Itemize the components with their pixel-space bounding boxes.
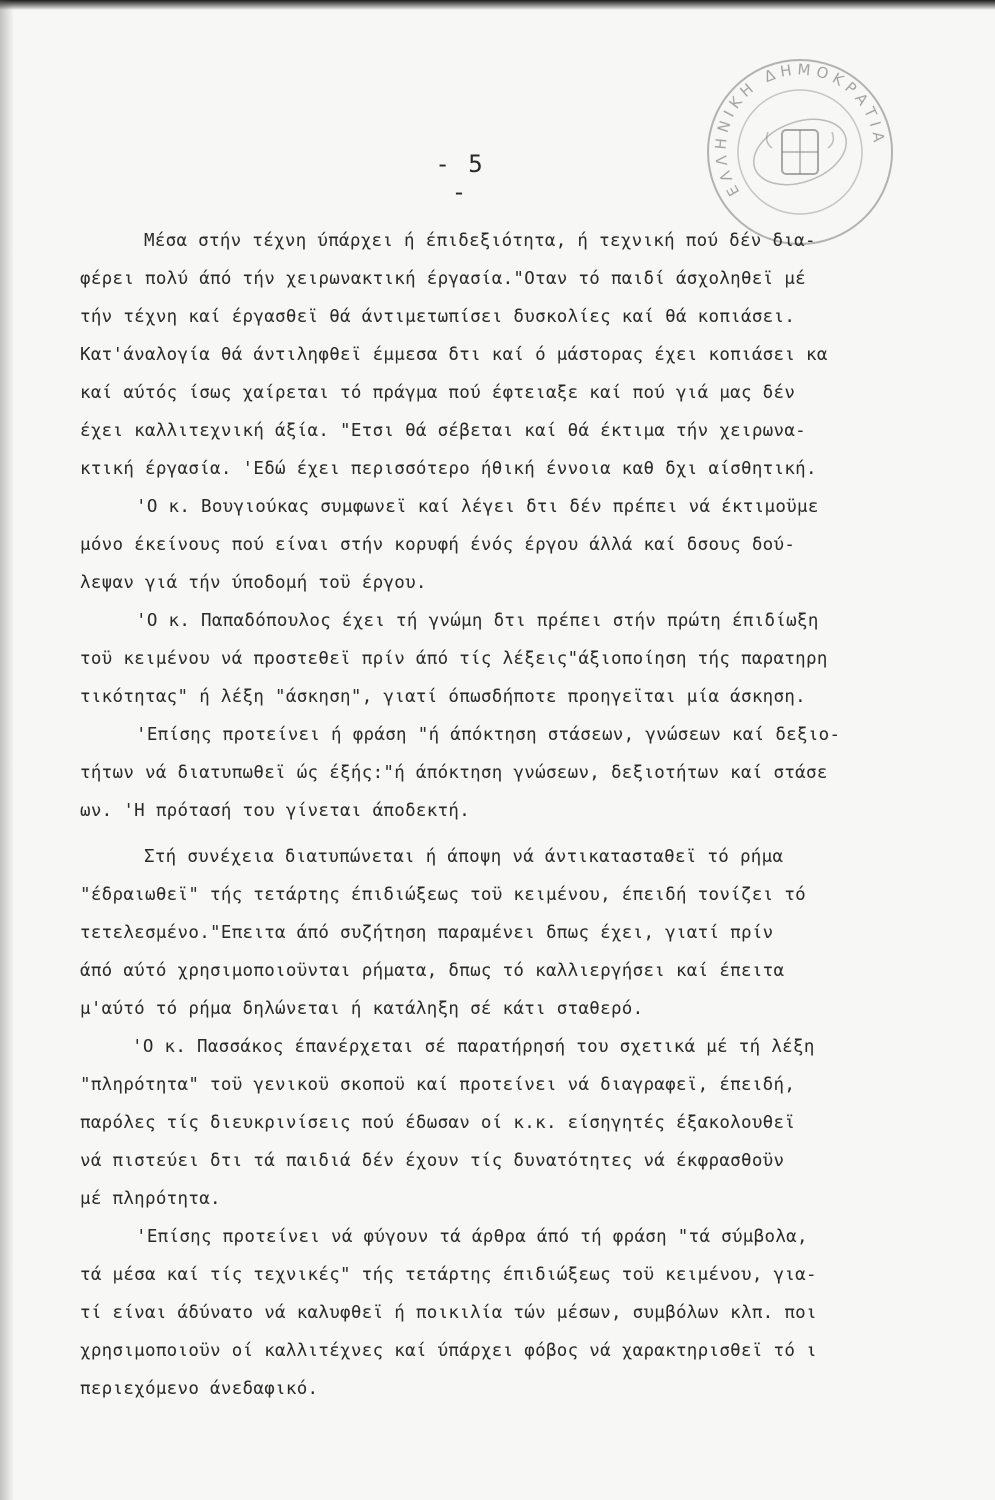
text-line: ων. 'Η πρότασή του γίνεται άποδεκτή. [80,801,471,821]
text-line: 'Ο κ. Βουγιούκας συμφωνεϊ καί λέγει δτι δέν πρέπει νά έκτιμοϋμε [136,497,819,517]
text-line: 'Επίσης προτείνει νά φύγουν τά άρθρα άπό τή φράση "τά σύμβολα, [136,1227,808,1247]
text-line: τικότητας" ή λέξη "άσκηση", γιατί όπωσδήποτε προηγεϊται μία άσκηση. [80,687,807,707]
text-line: τοϋ κειμένου νά προστεθεϊ πρίν άπό τίς λέξεις"άξιοποίηση τής παρατηρη [80,649,828,669]
text-line: 'Επίσης προτείνει ή φράση "ή άπόκτηση στάσεων, γνώσεων καί δεξιο- [136,725,841,745]
scan-left-shadow [0,0,14,1500]
text-line: χρησιμοποιοϋν οί καλλιτέχνες καί ύπάρχει φόβος νά χαρακτηρισθεϊ τό ι [80,1341,817,1361]
text-line: "έδραιωθεϊ" τής τετάρτης έπιδιώξεως τοϋ κειμένου, έπειδή τονίζει τό [80,885,807,905]
text-line: 'Ο κ. Παπαδόπουλος έχει τή γνώμη δτι πρέπει στήν πρώτη έπιδίωξη [136,611,819,631]
text-line: άπό αύτό χρησιμοποιοϋνται ρήματα, δπως τό καλλιεργήσει καί έπειτα [80,961,785,981]
text-line: μέ πληρότητα. [80,1189,221,1209]
text-line: μ'αύτό τό ρήμα δηλώνεται ή κατάληξη σέ κάτι σταθερό. [80,999,644,1019]
text-line: Μέσα στήν τέχνη ύπάρχει ή έπιδεξιότητα, ή τεχνική πού δέν δια- [144,231,816,251]
text-line: έχει καλλιτεχνική άξία. "Ετσι θά σέβεται καί θά έκτιμα τήν χειρωνα- [80,421,807,441]
text-line: μόνο έκείνους πού είναι στήν κορυφή ένός έργου άλλά καί δσους δού- [80,535,796,555]
text-line: λεψαν γιά τήν ύποδομή τοϋ έργου. [80,573,427,593]
document-body [80,222,980,1408]
text-line: τά μέσα καί τίς τεχνικές" τής τετάρτης έπιδιώξεως τοϋ κειμένου, για- [80,1265,817,1285]
text-line: τήτων νά διατυπωθεϊ ώς έξής:"ή άπόκτηση γνώσεων, δεξιοτήτων καί στάσε [80,763,828,783]
text-line: καί αύτός ίσως χαίρεται τό πράγμα πού έφτειαξε καί πού γιά μας δέν [80,383,796,403]
text-line: φέρει πολύ άπό τήν χειρωνακτική έργασία."Οταν τό παιδί άσχοληθεϊ μέ [80,269,807,289]
text-line: τί είναι άδύνατο νά καλυφθεϊ ή ποικιλία τών μέσων, συμβόλων κλπ. ποι [80,1303,817,1323]
text-line: Κατ'άναλογία θά άντιληφθεϊ έμμεσα δτι καί ό μάστορας έχει κοπιάσει κα [80,345,828,365]
scan-top-edge [0,0,995,10]
text-line: περιεχόμενο άνεδαφικό. [80,1379,319,1399]
text-line: Στή συνέχεια διατυπώνεται ή άποψη νά άντικατασταθεϊ τό ρήμα [144,847,784,867]
text-line: παρόλες τίς διευκρινίσεις πού έδωσαν οί κ.κ. είσηγητές έξακολουθεϊ [80,1113,796,1133]
page-number: - 5 - [435,150,485,206]
svg-text:ΕΛΛΗΝΙΚΗ ΔΗΜΟΚΡΑΤΙΑ: ΕΛΛΗΝΙΚΗ ΔΗΜΟΚΡΑΤΙΑ [711,60,889,200]
text-line: νά πιστεύει δτι τά παιδιά δέν έχουν τίς δυνατότητες νά έκφρασθοϋν [80,1151,785,1171]
text-line: τήν τέχνη καί έργασθεϊ θά άντιμετωπίσει δυσκολίες καί θά κοπιάσει. [80,307,796,327]
text-line: κτική έργασία. 'Εδώ έχει περισσότερο ήθική έννοια καθ δχι αίσθητική. [80,459,817,479]
text-line: "πληρότητα" τοϋ γενικοϋ σκοποϋ καί προτείνει νά διαγραφεϊ, έπειδή, [80,1075,796,1095]
text-line: τετελεσμένο."Επειτα άπό συζήτηση παραμένει δπως έχει, γιατί πρίν [80,923,774,943]
text-line: 'Ο κ. Πασσάκος έπανέρχεται σέ παρατήρησή του σχετικά μέ τή λέξη [132,1037,815,1057]
